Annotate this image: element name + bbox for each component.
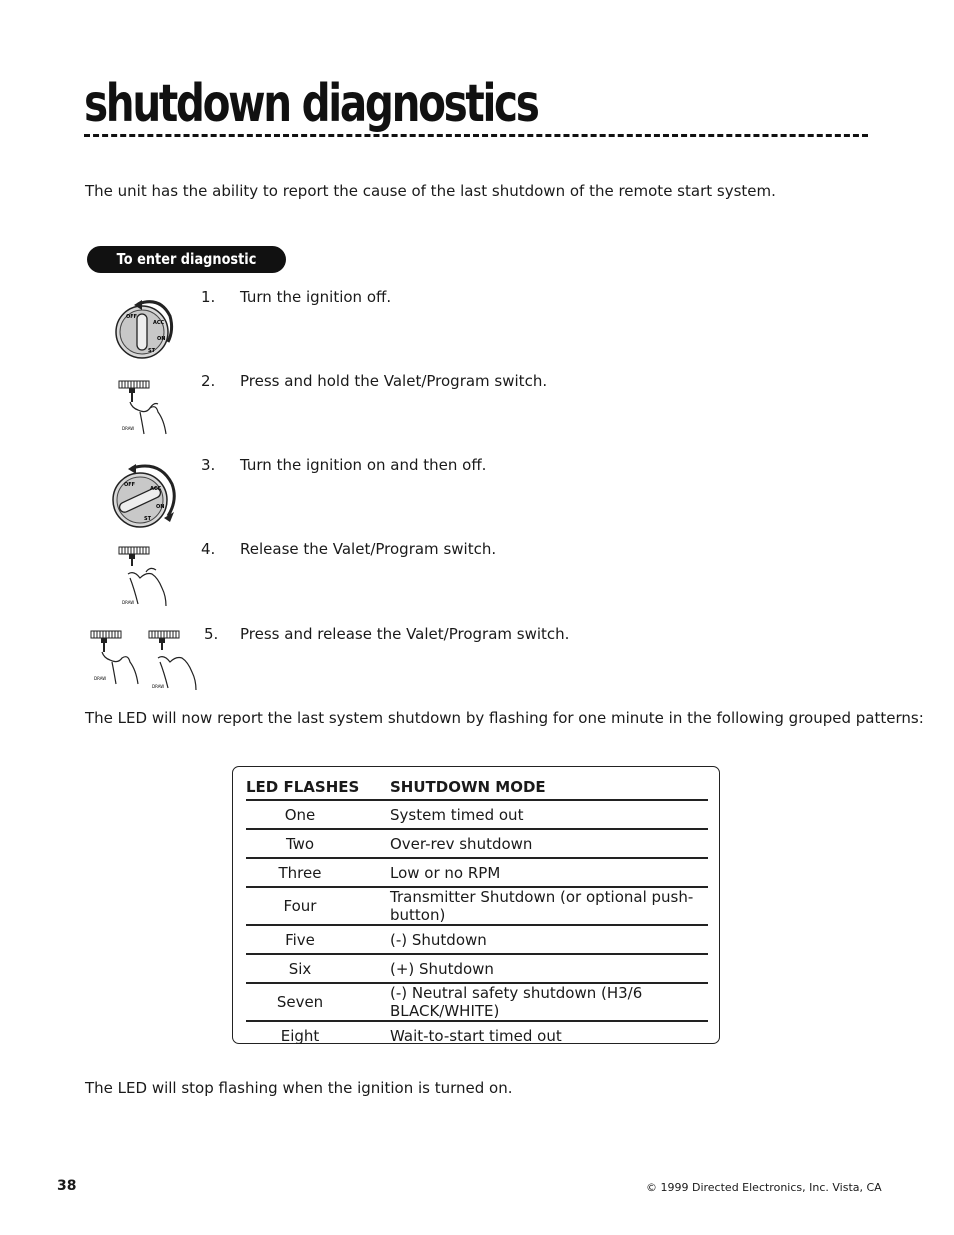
shutdown-mode-cell: Wait-to-start timed out	[390, 1026, 562, 1045]
shutdown-mode-cell: (-) Shutdown	[390, 925, 708, 954]
section-heading-label: To enter diagnostic mode	[116, 250, 257, 295]
title-dashed-rule	[84, 134, 868, 137]
shutdown-mode-table	[246, 774, 708, 1049]
shutdown-mode-cell: Over-rev shutdown	[390, 829, 708, 858]
table-row	[246, 800, 708, 829]
table-row	[246, 858, 708, 887]
step-text: Press and release the Valet/Program switch.	[240, 625, 570, 643]
page-number: 38	[57, 1178, 77, 1194]
svg-text:OFF: OFF	[126, 314, 138, 320]
shutdown-mode-cell: (+) Shutdown	[390, 954, 708, 983]
step-number: 3.	[201, 456, 216, 474]
valet-switch-release-icon	[146, 628, 202, 692]
svg-text:ON: ON	[156, 504, 165, 510]
svg-text:ON: ON	[157, 336, 166, 342]
copyright-notice: © 1999 Directed Electronics, Inc. Vista, CA	[646, 1181, 882, 1194]
svg-text:ACC: ACC	[153, 320, 165, 326]
svg-text:ST: ST	[148, 348, 156, 354]
page-title: shutdown diagnostics	[84, 74, 538, 134]
svg-text:DRAW: DRAW	[94, 676, 107, 681]
step-number: 2.	[201, 372, 216, 390]
table-header-row	[246, 774, 708, 800]
svg-text:DRAW: DRAW	[122, 600, 135, 605]
shutdown-mode-cell: (-) Neutral safety shutdown (H3/6 BLACK/WHITE)	[390, 983, 708, 1021]
led-flashes-cell: Four	[246, 887, 390, 925]
step-text: Turn the ignition off.	[240, 288, 392, 306]
valet-switch-release-icon	[116, 544, 172, 608]
led-flashes-cell: Two	[246, 829, 390, 858]
valet-switch-hand-icon	[116, 378, 172, 438]
led-flashes-cell: Eight	[280, 1026, 320, 1045]
led-flashes-cell: One	[246, 800, 390, 829]
led-flashes-cell: Seven	[246, 983, 390, 1021]
led-report-paragraph: The LED will now report the last system shutdown by flashing for one minute in the following grouped patterns:	[85, 709, 924, 727]
shutdown-mode-cell: System timed out	[390, 800, 708, 829]
ignition-key-icon	[104, 458, 182, 534]
intro-paragraph: The unit has the ability to report the cause of the last shutdown of the remote start system.	[85, 182, 776, 200]
section-heading-pill	[87, 246, 286, 295]
led-flashes-cell: Three	[246, 858, 390, 887]
column-header-led-flashes: LED FLASHES	[246, 774, 390, 800]
svg-text:ACC: ACC	[150, 486, 162, 492]
step-number: 5.	[204, 625, 219, 643]
svg-text:OFF: OFF	[124, 482, 136, 488]
table-row	[246, 925, 708, 954]
valet-switch-press-icon	[88, 628, 144, 690]
shutdown-mode-cell: Low or no RPM	[390, 858, 708, 887]
shutdown-mode-cell: Transmitter Shutdown (or optional push-button)	[390, 887, 708, 925]
step-text: Press and hold the Valet/Program switch.	[240, 372, 548, 390]
table-row	[246, 954, 708, 983]
table-row	[246, 1021, 708, 1049]
table-row	[246, 887, 708, 925]
step-text: Release the Valet/Program switch.	[240, 540, 497, 558]
led-flashes-cell: Six	[246, 954, 390, 983]
step-number: 4.	[201, 540, 216, 558]
outro-paragraph: The LED will stop flashing when the ignition is turned on.	[85, 1079, 513, 1097]
svg-text:DRAW: DRAW	[152, 684, 165, 689]
step-number: 1.	[201, 288, 216, 306]
svg-text:ST: ST	[144, 516, 152, 522]
column-header-shutdown-mode: SHUTDOWN MODE	[390, 774, 708, 800]
table-row	[246, 829, 708, 858]
ignition-key-icon	[108, 292, 178, 364]
step-text: Turn the ignition on and then off.	[240, 456, 487, 474]
table-row	[246, 983, 708, 1021]
svg-text:DRAW: DRAW	[122, 426, 135, 431]
led-flashes-cell: Five	[246, 925, 390, 954]
